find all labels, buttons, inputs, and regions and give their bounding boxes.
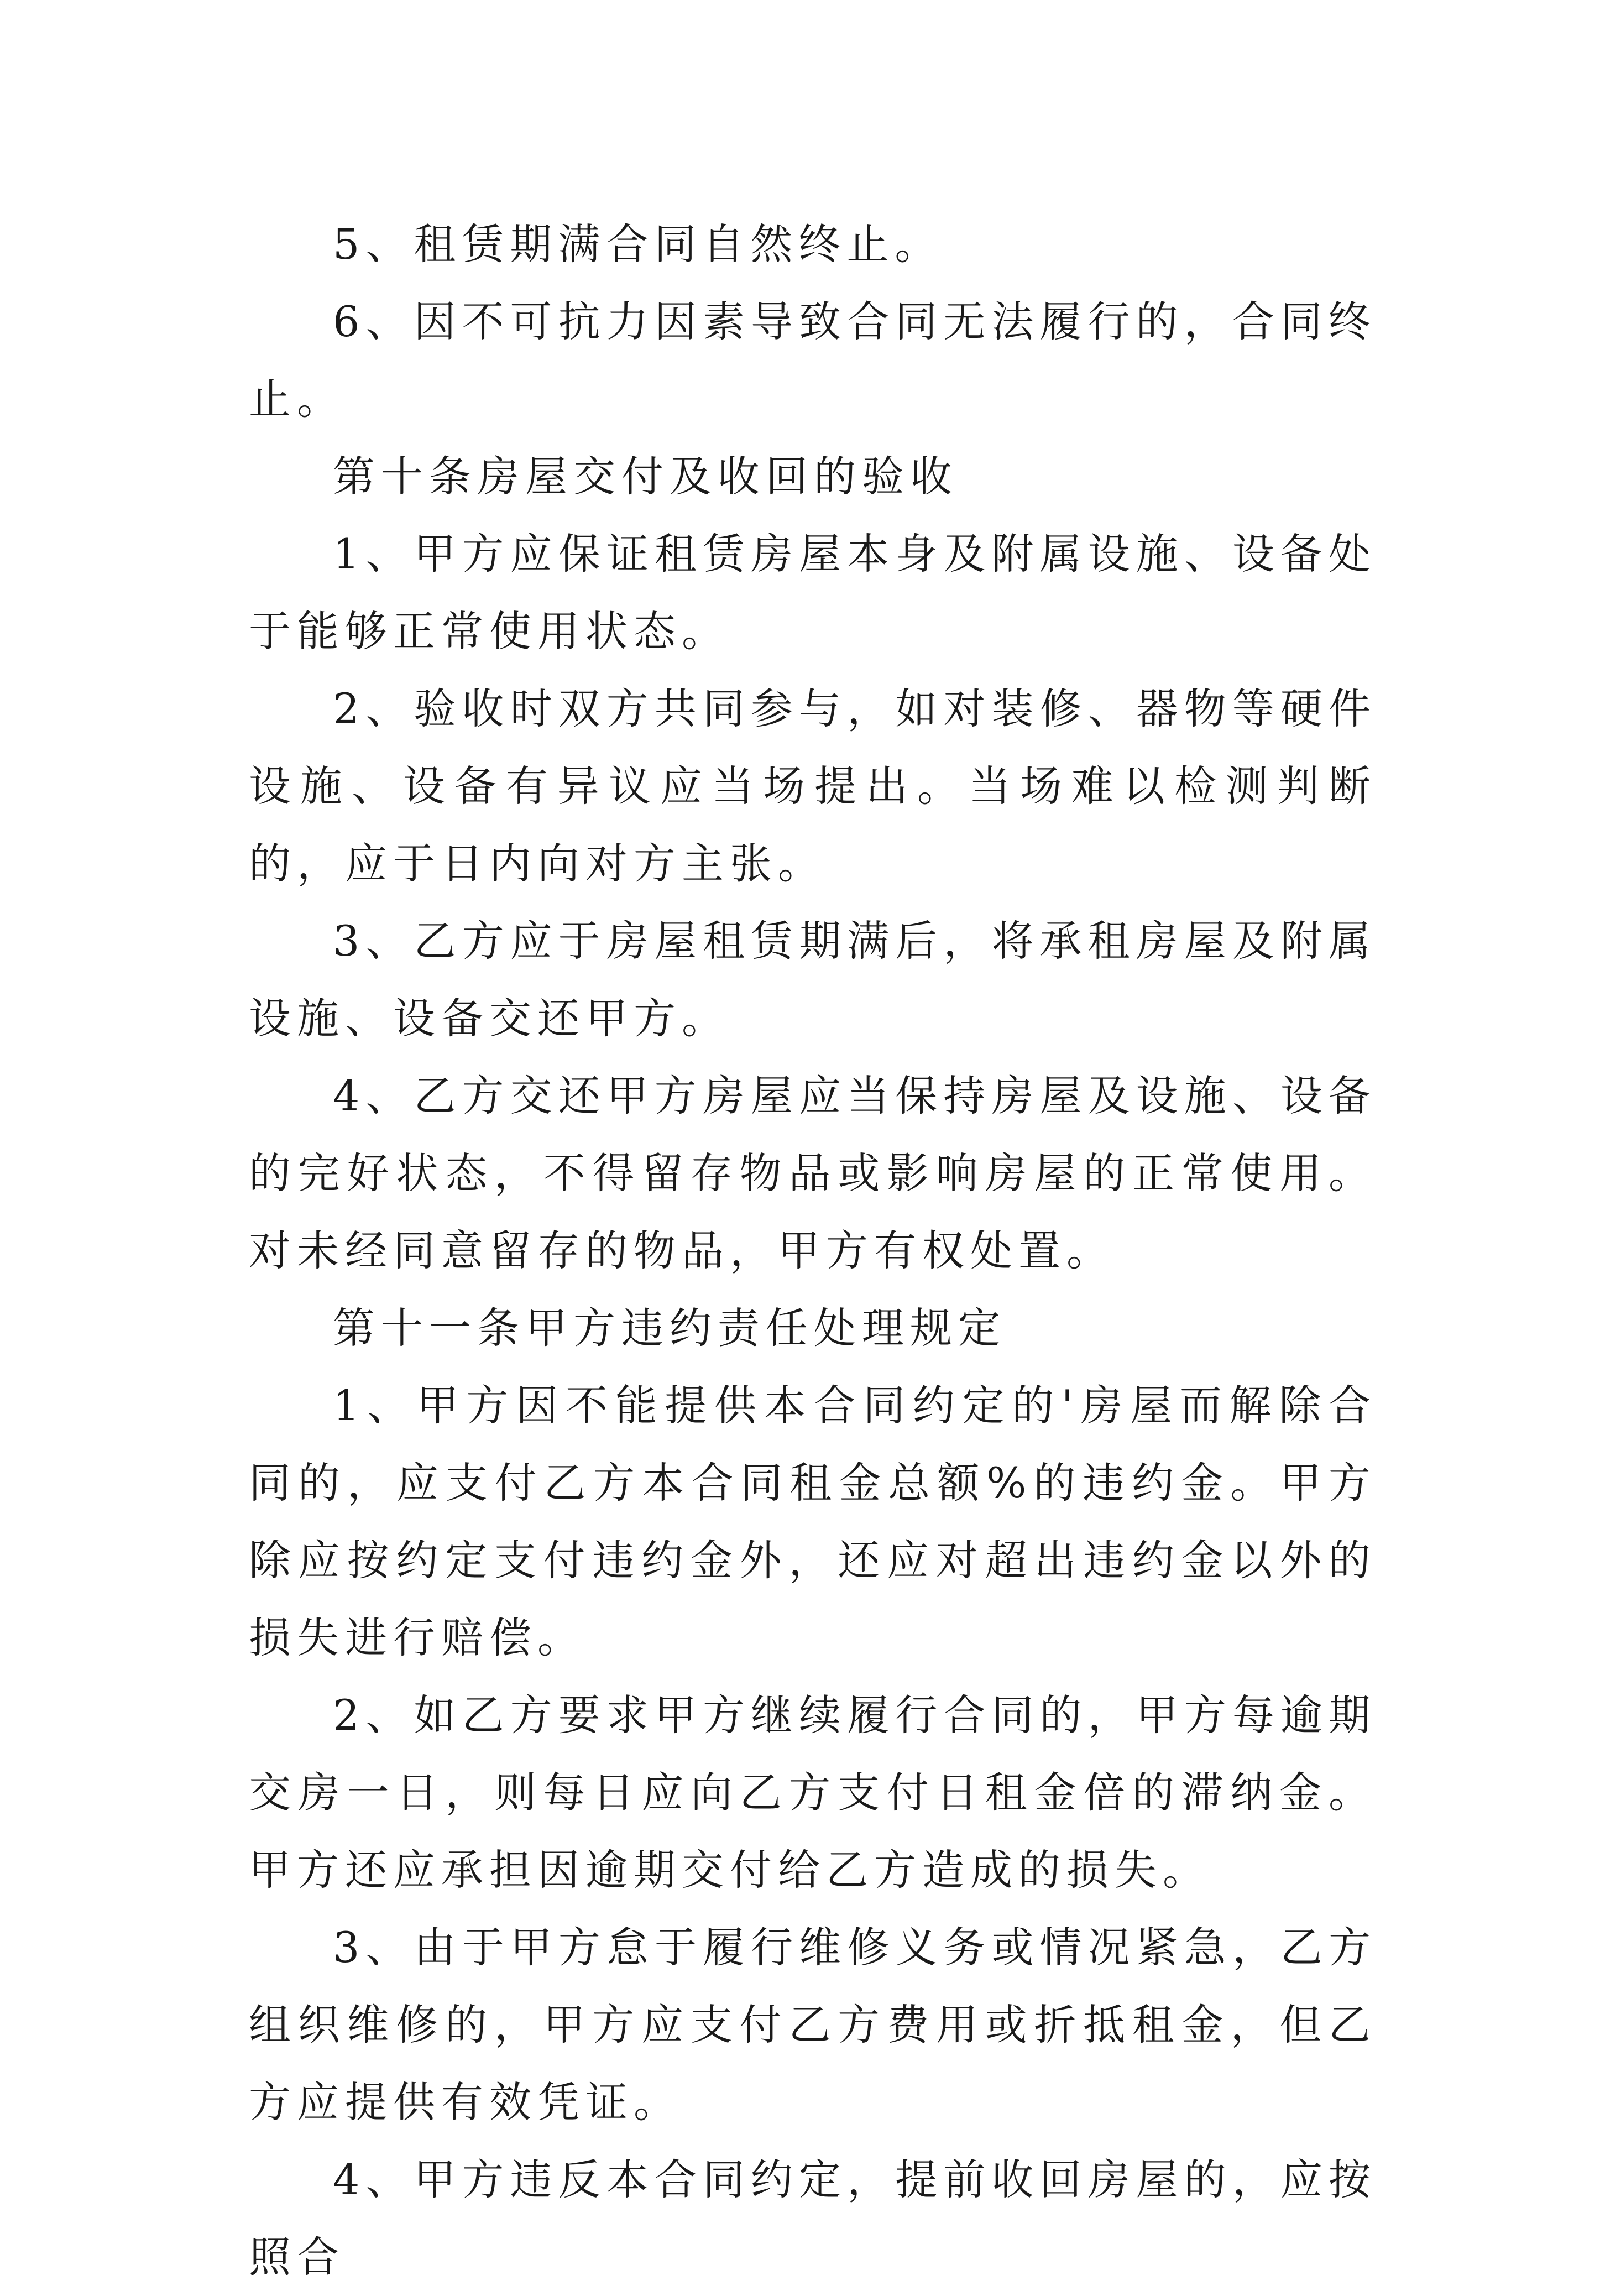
article-10-item-2: 2、验收时双方共同参与，如对装修、器物等硬件设施、设备有异议应当场提出。当场难以检测判断的，应于日内向对方主张。 xyxy=(249,684,1377,888)
clause-item-6: 6、因不可抗力因素导致合同无法履行的，合同终止。 xyxy=(249,297,1377,424)
article-11-heading: 第十一条甲方违约责任处理规定 xyxy=(333,1303,1006,1353)
article-11-item-3: 3、由于甲方怠于履行维修义务或情况紧急，乙方组织维修的，甲方应支付乙方费用或折抵租金，但乙方应提供有效凭证。 xyxy=(249,1923,1377,2127)
article-10-item-3: 3、乙方应于房屋租赁期满后，将承租房屋及附属设施、设备交还甲方。 xyxy=(249,916,1377,1043)
article-10-item-1: 1、甲方应保证租赁房屋本身及附属设施、设备处于能够正常使用状态。 xyxy=(249,529,1377,656)
article-11-item-1: 1、甲方因不能提供本合同约定的'房屋而解除合同的，应支付乙方本合同租金总额%的违约金。甲方除应按约定支付违约金外，还应对超出违约金以外的损失进行赔偿。 xyxy=(249,1381,1377,1662)
article-11-item-2: 2、如乙方要求甲方继续履行合同的，甲方每逾期交房一日，则每日应向乙方支付日租金倍的滞纳金。甲方还应承担因逾期交付给乙方造成的损失。 xyxy=(249,1690,1377,1895)
clause-item-5: 5、租赁期满合同自然终止。 xyxy=(333,220,943,269)
article-10-heading: 第十条房屋交付及收回的验收 xyxy=(333,452,958,501)
article-10-item-4: 4、乙方交还甲方房屋应当保持房屋及设施、设备的完好状态，不得留存物品或影响房屋的正常使用。对未经同意留存的物品，甲方有权处置。 xyxy=(249,1071,1377,1275)
article-11-item-4: 4、甲方违反本合同约定，提前收回房屋的，应按照合 xyxy=(249,2155,1377,2282)
document-body xyxy=(249,206,1377,2296)
